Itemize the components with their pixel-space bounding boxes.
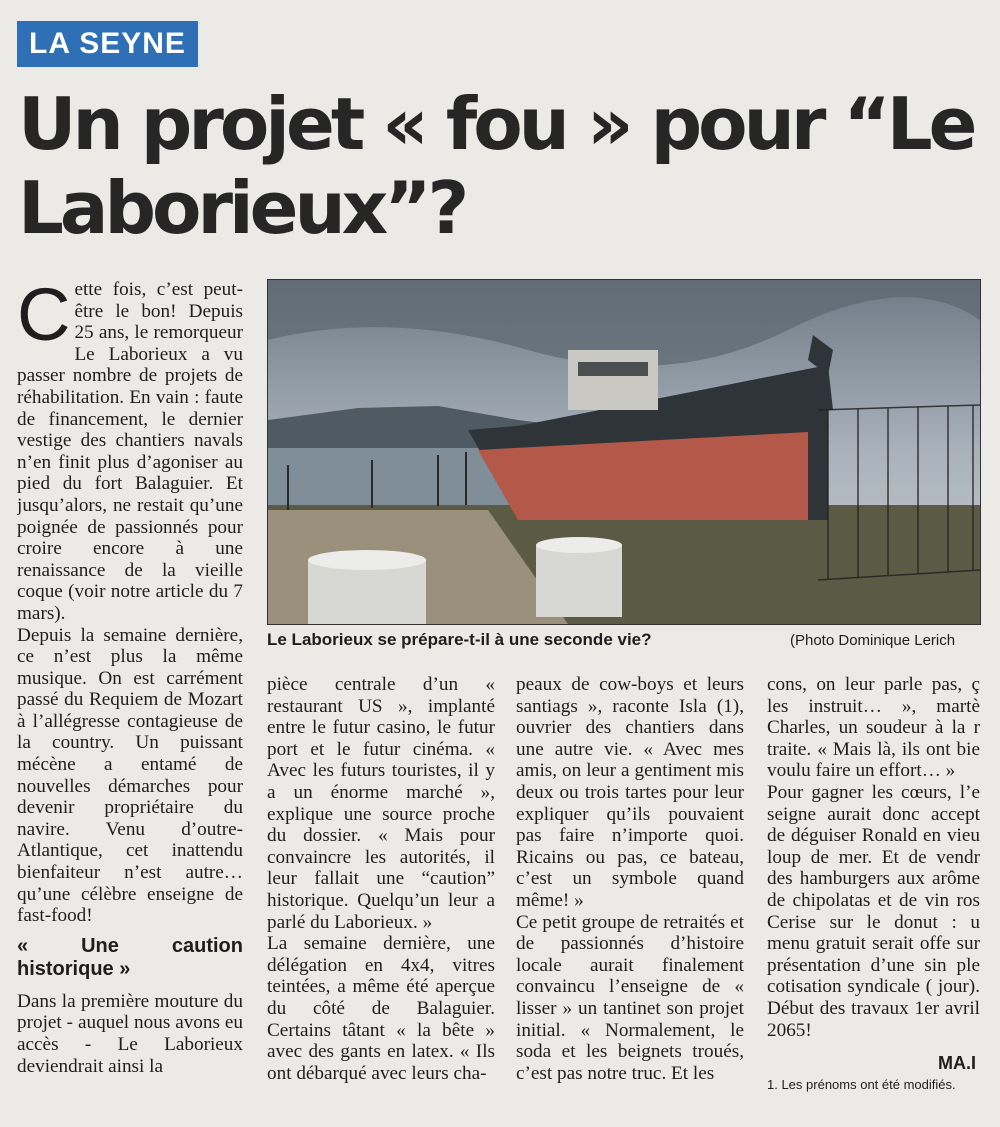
column-2	[267, 674, 495, 1096]
section-tag: LA SEYNE	[17, 21, 198, 67]
author-signature: MA.I	[938, 1053, 976, 1073]
column-3	[516, 674, 744, 1096]
column-4	[767, 674, 980, 1050]
column-1	[17, 279, 243, 1099]
paragraph: Depuis la semaine dernière, ce n’est plus la même musique. On est carrément passé du Requiem de Mozart à l’allégresse contagieuse de la country. Un puissant mécène a entamé de nouvelles démarches pour devenir propriétaire du navire. Venu d’outre-Atlantique, cet inattendu bienfaiteur n’est autre… qu’une célèbre enseigne de fast-food!	[17, 624, 243, 927]
drop-cap: C	[17, 279, 71, 356]
footnote: 1. Les prénoms ont été modifiés.	[767, 1077, 956, 1092]
paragraph: Dans la première mouture du projet - auquel nous avons eu accès - Le Laborieux deviendrait ainsi la	[17, 990, 243, 1077]
intro-text: ette fois, c’est peut-être le bon! Depuis 25 ans, le remorqueur Le Laborieux a vu passer nombre de projets de réhabilitation. En vain : faute de financement, le dernier vestige des chantiers navals n’en finit plus d’agoniser au pied du fort Balaguier. Et jusqu’alors, ne restait qu’une poignée de passionnés pour croire encore à une renaissance de la vieille coque (voir notre article du 7 mars).	[17, 279, 243, 624]
tugboat-illustration	[268, 280, 980, 624]
intro-paragraph	[17, 279, 243, 625]
paragraph: Ce petit groupe de retraités et de passionnés d’histoire locale aurait finalement convaincu l’enseigne de « lisser » un tantinet son projet initial. « Normalement, le soda et les beignets troués, c’est pas notre truc. Et les	[516, 911, 744, 1084]
paragraph: peaux de cow-boys et leurs santiags », raconte Isla (1), ouvrier des chantiers dans une autre vie. « Avec mes amis, on leur a gentiment mis deux ou trois tartes pour leur expliquer qu’ils pouvaient pas faire n’importe quoi. Ricains ou pas, ce bateau, c’est un symbole quand même! »	[516, 674, 744, 911]
boat-photo	[267, 279, 981, 625]
subheading: « Une caution historique »	[17, 934, 243, 980]
paragraph: cons, on leur parle pas, ç les instruit… », martè Charles, un soudeur à la r traite. « Mais là, ils ont bie voulu faire un effort… »	[767, 674, 980, 782]
paragraph: pièce centrale d’un « restaurant US », implanté entre le futur casino, le futur port et le futur cinéma. « Avec les futurs touristes, il y a un énorme marché », explique une source proche du dossier. « Mais pour convaincre les autorités, il leur fallait une “caution” historique. Quelqu’un leur a parlé du Laborieux. »	[267, 674, 495, 933]
paragraph: Pour gagner les cœurs, l’e seigne aurait donc accept de déguiser Ronald en vieu loup de mer. Et de vendr des hamburgers aux arôme de chipolatas et de vin ros Cerise sur le donut : u menu gratuit serait offe sur présentation d’une sin ple cotisation syndicale ( jour). Début des travaux 1er avril 2065!	[767, 781, 980, 1041]
headline: Un projet « fou » pour “Le Laborieux”?	[18, 82, 974, 250]
photo-credit: (Photo Dominique Lerich	[790, 632, 956, 649]
photo-caption: Le Laborieux se prépare-t-il à une seconde vie?	[267, 630, 652, 649]
paragraph: La semaine dernière, une délégation en 4x4, vitres teintées, a même été aperçue du côté de Balaguier. Certains tâtant « la bête » avec des gants en latex. « Ils ont débarqué avec leurs cha-	[267, 933, 495, 1084]
